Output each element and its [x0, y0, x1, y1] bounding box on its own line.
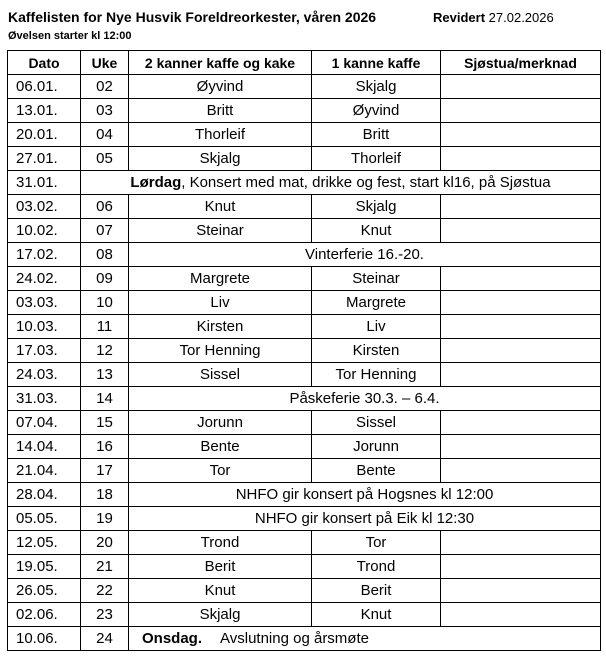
rehearsal-start-note: Øvelsen starter kl 12:00 [8, 30, 132, 42]
event-cell [129, 627, 601, 651]
date-cell: 07.04. [8, 411, 81, 435]
date-cell: 12.05. [8, 531, 81, 555]
event-text: Vinterferie 16.-20. [305, 245, 424, 263]
table-row [8, 363, 601, 387]
table-row [8, 75, 601, 99]
table-row [8, 555, 601, 579]
week-cell: 12 [81, 339, 129, 363]
date-cell: 20.01. [8, 123, 81, 147]
date-cell: 28.04. [8, 483, 81, 507]
event-cell [129, 483, 601, 507]
two-pots-cell: Knut [129, 195, 312, 219]
column-header-date: Dato [8, 51, 81, 75]
notes-cell [441, 267, 601, 291]
document-title: Kaffelisten for Nye Husvik Foreldreorkester, våren 2026 [8, 9, 377, 25]
notes-cell [441, 603, 601, 627]
column-header-two-pots: 2 kanner kaffe og kake [129, 51, 312, 75]
one-pot-cell: Knut [312, 603, 441, 627]
date-cell: 10.03. [8, 315, 81, 339]
one-pot-cell: Steinar [312, 267, 441, 291]
table-row [8, 123, 601, 147]
event-cell [129, 507, 601, 531]
one-pot-cell: Øyvind [312, 99, 441, 123]
notes-cell [441, 339, 601, 363]
notes-cell [441, 411, 601, 435]
table-row [8, 147, 601, 171]
two-pots-cell: Øyvind [129, 75, 312, 99]
week-cell: 03 [81, 99, 129, 123]
date-cell: 03.02. [8, 195, 81, 219]
table-row [8, 219, 601, 243]
week-cell: 23 [81, 603, 129, 627]
revision-note [433, 10, 554, 25]
week-cell: 18 [81, 483, 129, 507]
two-pots-cell: Steinar [129, 219, 312, 243]
event-cell [81, 171, 601, 195]
date-cell: 10.02. [8, 219, 81, 243]
notes-cell [441, 363, 601, 387]
notes-cell [441, 579, 601, 603]
table-row [8, 459, 601, 483]
table-header-row [8, 51, 601, 75]
table-row [8, 267, 601, 291]
date-cell: 21.04. [8, 459, 81, 483]
column-header-one-pot: 1 kanne kaffe [312, 51, 441, 75]
one-pot-cell: Thorleif [312, 147, 441, 171]
one-pot-cell: Sissel [312, 411, 441, 435]
column-header-week: Uke [81, 51, 129, 75]
two-pots-cell: Britt [129, 99, 312, 123]
one-pot-cell: Britt [312, 123, 441, 147]
date-cell: 14.04. [8, 435, 81, 459]
week-cell: 11 [81, 315, 129, 339]
notes-cell [441, 435, 601, 459]
week-cell: 08 [81, 243, 129, 267]
table-row [8, 435, 601, 459]
table-row [8, 243, 601, 267]
week-cell: 16 [81, 435, 129, 459]
week-cell: 07 [81, 219, 129, 243]
date-cell: 31.03. [8, 387, 81, 411]
date-cell: 03.03. [8, 291, 81, 315]
notes-cell [441, 219, 601, 243]
one-pot-cell: Liv [312, 315, 441, 339]
week-cell: 15 [81, 411, 129, 435]
two-pots-cell: Berit [129, 555, 312, 579]
table-row [8, 195, 601, 219]
notes-cell [441, 99, 601, 123]
revised-label: Revidert [433, 10, 486, 25]
week-cell: 05 [81, 147, 129, 171]
notes-cell [441, 291, 601, 315]
two-pots-cell: Bente [129, 435, 312, 459]
date-cell: 05.05. [8, 507, 81, 531]
one-pot-cell: Bente [312, 459, 441, 483]
column-header-notes: Sjøstua/merknad [441, 51, 601, 75]
date-cell: 13.01. [8, 99, 81, 123]
table-row [8, 339, 601, 363]
week-cell: 06 [81, 195, 129, 219]
one-pot-cell: Tor [312, 531, 441, 555]
week-cell: 24 [81, 627, 129, 651]
date-cell: 26.05. [8, 579, 81, 603]
two-pots-cell: Kirsten [129, 315, 312, 339]
event-text: Påskeferie 30.3. – 6.4. [289, 389, 440, 407]
notes-cell [441, 459, 601, 483]
two-pots-cell: Sissel [129, 363, 312, 387]
week-cell: 17 [81, 459, 129, 483]
event-day-label: Onsdag. [142, 629, 203, 647]
table-row [8, 531, 601, 555]
table-row [8, 171, 601, 195]
two-pots-cell: Thorleif [129, 123, 312, 147]
table-row [8, 291, 601, 315]
document-header [8, 7, 598, 47]
one-pot-cell: Knut [312, 219, 441, 243]
table-row [8, 627, 601, 651]
date-cell: 17.02. [8, 243, 81, 267]
one-pot-cell: Margrete [312, 291, 441, 315]
week-cell: 02 [81, 75, 129, 99]
notes-cell [441, 555, 601, 579]
one-pot-cell: Berit [312, 579, 441, 603]
event-text: NHFO gir konsert på Eik kl 12:30 [254, 509, 475, 527]
one-pot-cell: Kirsten [312, 339, 441, 363]
one-pot-cell: Skjalg [312, 75, 441, 99]
table-row [8, 507, 601, 531]
notes-cell [441, 147, 601, 171]
table-row [8, 603, 601, 627]
table-row [8, 315, 601, 339]
notes-cell [441, 75, 601, 99]
table-row [8, 411, 601, 435]
week-cell: 21 [81, 555, 129, 579]
week-cell: 19 [81, 507, 129, 531]
event-text: NHFO gir konsert på Hogsnes kl 12:00 [235, 485, 494, 503]
week-cell: 09 [81, 267, 129, 291]
date-cell: 27.01. [8, 147, 81, 171]
two-pots-cell: Skjalg [129, 603, 312, 627]
date-cell: 24.03. [8, 363, 81, 387]
two-pots-cell: Knut [129, 579, 312, 603]
week-cell: 20 [81, 531, 129, 555]
one-pot-cell: Trond [312, 555, 441, 579]
revised-date: 27.02.2026 [488, 10, 554, 25]
table-row [8, 579, 601, 603]
table-row [8, 483, 601, 507]
table-row [8, 99, 601, 123]
date-cell: 02.06. [8, 603, 81, 627]
notes-cell [441, 195, 601, 219]
event-cell [129, 387, 601, 411]
two-pots-cell: Jorunn [129, 411, 312, 435]
two-pots-cell: Liv [129, 291, 312, 315]
one-pot-cell: Jorunn [312, 435, 441, 459]
table-row [8, 387, 601, 411]
two-pots-cell: Trond [129, 531, 312, 555]
event-cell [129, 243, 601, 267]
notes-cell [441, 123, 601, 147]
coffee-schedule-table [7, 50, 601, 651]
one-pot-cell: Tor Henning [312, 363, 441, 387]
date-cell: 06.01. [8, 75, 81, 99]
week-cell: 22 [81, 579, 129, 603]
two-pots-cell: Skjalg [129, 147, 312, 171]
two-pots-cell: Tor Henning [129, 339, 312, 363]
date-cell: 31.01. [8, 171, 81, 195]
schedule-body [8, 75, 601, 651]
notes-cell [441, 315, 601, 339]
date-cell: 10.06. [8, 627, 81, 651]
week-cell: 10 [81, 291, 129, 315]
notes-cell [441, 531, 601, 555]
week-cell: 13 [81, 363, 129, 387]
date-cell: 19.05. [8, 555, 81, 579]
two-pots-cell: Margrete [129, 267, 312, 291]
one-pot-cell: Skjalg [312, 195, 441, 219]
event-text: , Konsert med mat, drikke og fest, start kl16, på Sjøstua [181, 173, 551, 191]
event-text: Avslutning og årsmøte [220, 629, 369, 647]
week-cell: 14 [81, 387, 129, 411]
event-day-label: Lørdag [130, 173, 182, 191]
date-cell: 24.02. [8, 267, 81, 291]
week-cell: 04 [81, 123, 129, 147]
two-pots-cell: Tor [129, 459, 312, 483]
date-cell: 17.03. [8, 339, 81, 363]
